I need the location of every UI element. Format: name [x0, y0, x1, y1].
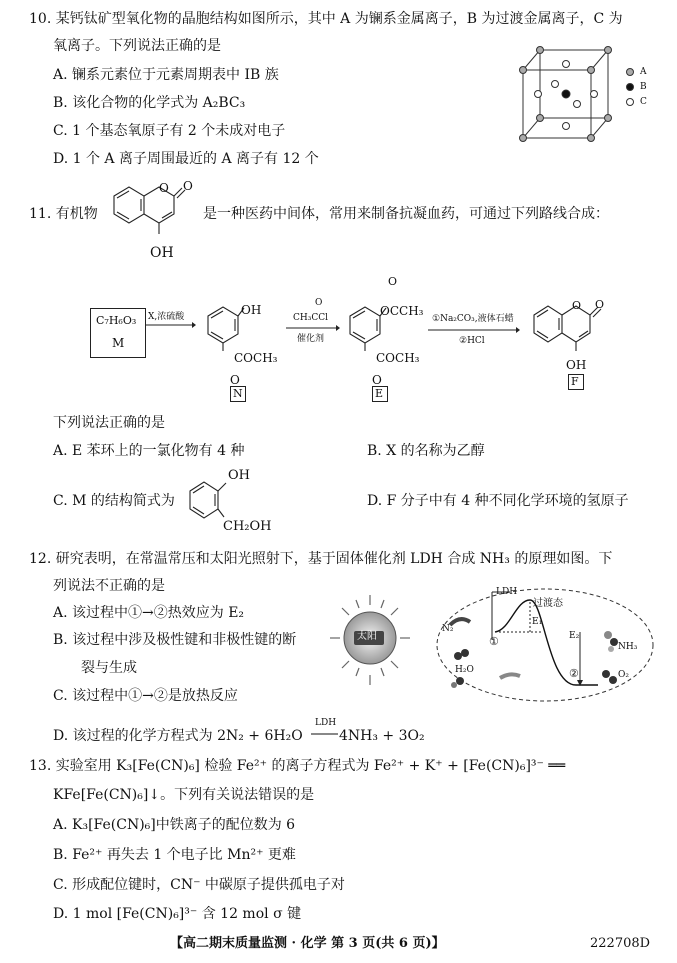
- option-c-oh: OH: [228, 468, 250, 483]
- q11-option-b: B. X 的名称为乙醇: [367, 443, 485, 459]
- route-step1-reagent: X,浓硫酸: [148, 312, 185, 322]
- q10-option-b: B. 该化合物的化学式为 A₂BC₃: [53, 95, 246, 111]
- route-reagent2-o: O: [315, 298, 323, 308]
- q13-stem-line2: KFe[Fe(CN)₆]↓。下列有关说法错误的是: [53, 787, 315, 803]
- sun-label: 太阳: [357, 631, 377, 642]
- diagram-nh3: NH₃: [618, 642, 638, 652]
- diagram-transition-state: 过渡态: [533, 598, 563, 609]
- q12-option-b-line1: B. 该过程中涉及极性键和非极性键的断: [53, 632, 297, 648]
- q10-option-a: A. 镧系元素位于元素周期表中 IB 族: [53, 67, 279, 83]
- page-footer: [0, 933, 677, 955]
- option-c-ch2oh: CH₂OH: [223, 519, 272, 534]
- q12-option-c: C. 该过程中①→②是放热反应: [53, 688, 238, 704]
- route-arrow-3: [428, 325, 520, 335]
- footer-paper-code: 222708D: [590, 936, 651, 951]
- q11-stem-lead: 11. 有机物: [29, 206, 98, 222]
- diagram-e2: E₂: [569, 631, 580, 641]
- q11-option-a: A. E 苯环上的一氯化物有 4 种: [53, 443, 245, 459]
- q12-option-d-pre: D. 该过程的化学方程式为 2N₂ + 6H₂O: [53, 728, 303, 744]
- unit-cell-legend-markers: [625, 66, 637, 110]
- q11-options-lead: 下列说法正确的是: [53, 415, 165, 431]
- route-reagent2: CH₃CCl: [293, 313, 328, 323]
- legend-label-b: B: [640, 82, 647, 92]
- q10-option-c: C. 1 个基态氧原子有 2 个未成对电子: [53, 123, 286, 139]
- compound-e-ester: COCH₃: [376, 351, 420, 365]
- q12-stem-line2: 列说法不正确的是: [53, 578, 165, 594]
- diagram-n2: N₂: [442, 624, 454, 634]
- q11-option-d: D. F 分子中有 4 种不同化学环境的氢原子: [367, 493, 629, 509]
- q13-stem-line1: 13. 实验室用 K₃[Fe(CN)₆] 检验 Fe²⁺ 的离子方程式为 Fe²⁺ + K⁺ + [Fe(CN)₆]³⁻ ══: [29, 758, 566, 774]
- q12-option-a: A. 该过程中①→②热效应为 E₂: [53, 605, 245, 621]
- q10-stem-line2: 氧离子。下列说法正确的是: [53, 38, 221, 54]
- q12-option-b-line2: 裂与生成: [81, 660, 137, 676]
- coumarin-oh-label: OH: [150, 245, 174, 261]
- q10-stem-line1: 10. 某钙钛矿型氧化物的晶胞结构如图所示，其中 A 为镧系金属离子，B 为过渡金属离子，C 为: [29, 11, 623, 27]
- legend-label-c: C: [640, 97, 647, 107]
- compound-n-oh: OH: [241, 303, 262, 317]
- coumarin-ring-oxygen: O: [159, 181, 169, 195]
- q10-option-d: D. 1 个 A 离子周围最近的 A 离子有 12 个: [53, 151, 319, 167]
- route-step2-catalyst: 催化剂: [297, 334, 325, 344]
- footer-exam-title: 【高二期末质量监测 · 化学 第 3 页(共 6 页)】: [170, 936, 445, 951]
- compound-f-label: F: [571, 375, 579, 388]
- q11-stem-tail: 是一种医药中间体，常用来制备抗凝血药，可通过下列路线合成：: [203, 206, 609, 222]
- q12-option-d-catalyst: LDH: [315, 718, 337, 728]
- compound-e-label: E: [375, 387, 384, 400]
- q12-option-d-post: 4NH₃ + 3O₂: [339, 728, 425, 744]
- compound-n-label: N: [233, 387, 243, 400]
- compound-m-formula: C₇H₆O₃: [96, 314, 137, 327]
- q12-stem-line1: 12. 研究表明，在常温常压和太阳光照射下，基于固体催化剂 LDH 合成 NH₃ 的原理如图。下: [29, 551, 613, 567]
- legend-label-a: A: [640, 67, 647, 77]
- compound-e-ester-o: O: [372, 373, 382, 387]
- diagram-e1: E₁: [532, 617, 543, 627]
- perovskite-unit-cell-figure: [515, 42, 635, 142]
- coumarin-carbonyl-oxygen: O: [183, 179, 193, 193]
- route-arrow-2: [286, 323, 340, 333]
- q13-option-b: B. Fe²⁺ 再失去 1 个电子比 Mn²⁺ 更难: [53, 847, 296, 863]
- compound-m-label: M: [112, 336, 125, 350]
- compound-n-ester: COCH₃: [234, 351, 278, 365]
- compound-f-ring-oxygen: O: [572, 299, 582, 312]
- q13-option-d: D. 1 mol [Fe(CN)₆]³⁻ 含 12 mol σ 键: [53, 906, 302, 922]
- compound-e-top-o: O: [388, 275, 398, 288]
- compound-n-ester-o: O: [230, 373, 240, 387]
- diagram-h2o: H₂O: [455, 665, 474, 675]
- q13-option-c: C. 形成配位键时，CN⁻ 中碳原子提供孤电子对: [53, 877, 345, 893]
- equation-arrow-d: [311, 732, 339, 736]
- route-step3-acid: ②HCl: [459, 336, 485, 346]
- compound-f-carbonyl-oxygen: O: [595, 298, 605, 311]
- diagram-o2: O₂: [618, 670, 629, 680]
- diagram-state-2: ②: [569, 667, 579, 680]
- coumarin-structure-title: [102, 178, 192, 250]
- route-step3-reagent: ①Na₂CO₃,液体石蜡: [432, 314, 514, 324]
- q13-option-a: A. K₃[Fe(CN)₆]中铁离子的配位数为 6: [53, 817, 296, 833]
- q11-option-c: C. M 的结构简式为: [53, 493, 175, 509]
- compound-e-top-ester: OCCH₃: [380, 304, 424, 318]
- diagram-state-1: ①: [489, 635, 499, 648]
- compound-f-oh: OH: [566, 358, 587, 372]
- diagram-ldh-label: LDH: [496, 587, 518, 597]
